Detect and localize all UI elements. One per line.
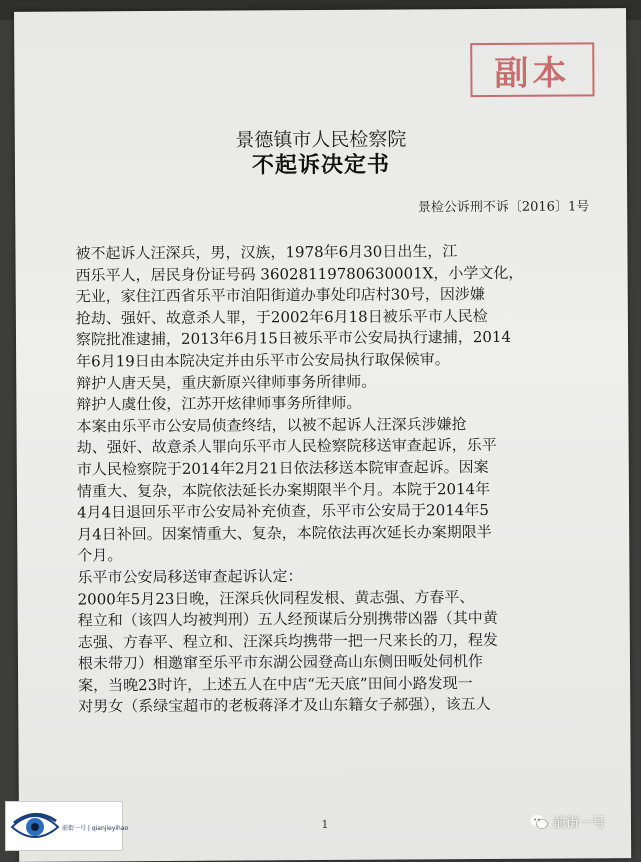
body-line: 情重大、复杂，本院依法延长办案期限半个月。本院于2014年 — [76, 479, 491, 501]
body-line: 无业，家住江西省乐平市洎阳街道办事处印店村30号，因涉嫌 — [75, 285, 485, 306]
body-line: 察院批准逮捕，2013年6月15日被乐平市公安局执行逮捕，2014 — [75, 328, 512, 349]
body-line: 乐平市公安局移送审查起诉认定： — [77, 567, 303, 587]
body-line: 根未带刀）相邀窜至乐平市东湖公园登高山东侧田畈处伺机作 — [77, 652, 484, 673]
document-body — [75, 240, 578, 718]
body-line: 本案由乐平市公安局侦查终结，以被不起诉人汪深兵涉嫌抢 — [76, 414, 467, 436]
watermark-text: 前街一号 — [553, 816, 606, 831]
body-line: 年6月19日由本院决定并由乐平市公安局执行取保候审。 — [76, 350, 450, 371]
body-line: 被不起诉人汪深兵，男，汉族，1978年6月30日出生，江 — [75, 242, 458, 263]
document-number: 景检公诉刑不诉〔2016〕1号 — [417, 199, 590, 216]
wechat-icon — [530, 814, 548, 830]
body-line: 个月。 — [77, 546, 123, 565]
copy-stamp — [470, 42, 594, 97]
eye-logo-icon — [10, 807, 60, 845]
body-line: 市人民检察院于2014年2月21日依法移送本院审查起诉。因案 — [76, 457, 489, 479]
body-line: 西乐平人，居民身份证号码 36028119780630001X，小学文化， — [75, 263, 524, 285]
body-line: 案，当晚23时许，上述五人在中店“无天底”田间小路发现一 — [78, 673, 473, 695]
body-line: 志强、方春平、程立和、汪深兵均携带一把一尺来长的刀，程发 — [77, 630, 498, 652]
body-line: 抢劫、强奸、故意杀人罪，于2002年6月18日被乐平市人民检 — [75, 306, 488, 328]
body-line: 月4日补回。因案情重大、复杂，本院依法再次延长办案期限半 — [77, 522, 492, 544]
stamp-text: 副本 — [494, 52, 571, 94]
document-title: 不起诉决定书 — [251, 151, 391, 179]
body-line: 辩护人唐天昊，重庆新原兴律师事务所律师。 — [76, 372, 377, 393]
brand-logo — [5, 801, 129, 851]
body-line: 辩护人虞仕俊，江苏开炫律师事务所律师。 — [76, 393, 362, 414]
document-page — [14, 8, 631, 862]
page-number: 1 — [321, 817, 329, 832]
agency-name: 景德镇市人民检察院 — [235, 128, 407, 152]
body-line: 2000年5月23日晚，汪深兵伙同程发根、黄志强、方春平、 — [77, 587, 475, 608]
body-line: 对男女（系绿宝超市的老板蒋泽才及山东籍女子郝强），该五人 — [78, 695, 491, 716]
body-line: 劫、强奸、故意杀人罪向乐平市人民检察院移送审查起诉，乐平 — [76, 436, 497, 457]
body-line: 程立和（该四人均被判刑）五人经预谋后分别携带凶器（其中黄 — [77, 609, 498, 630]
body-line: 4月4日退回乐平市公安局补充侦查，乐平市公安局于2014年5 — [77, 501, 489, 522]
wechat-watermark — [530, 812, 605, 831]
logo-text: 前街一号 | qianjieyihao — [62, 825, 129, 832]
